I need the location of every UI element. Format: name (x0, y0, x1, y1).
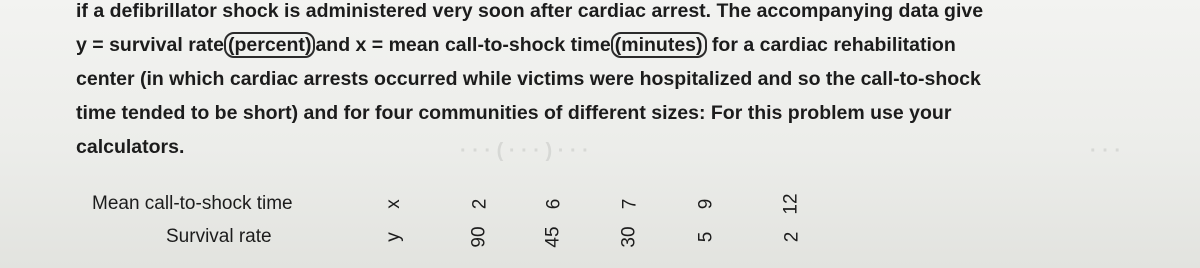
value-y-1: 90 (468, 226, 490, 248)
problem-text (76, 0, 1196, 164)
bleed-through-marks: · · · ( · · · ) · · · (460, 140, 589, 162)
row-symbol-y (364, 222, 424, 252)
symbol-x: x (383, 199, 404, 209)
text-line-1: if a defibrillator shock is administered very soon after cardiac arrest. The accompanying data give (76, 0, 984, 22)
row-label-y: Survival rate (166, 226, 272, 247)
cell-y-3 (600, 222, 660, 252)
cell-y-2 (524, 222, 584, 252)
cell-x-4 (676, 189, 736, 219)
circled-word-minutes: (minutes) (611, 32, 707, 58)
value-y-3: 30 (618, 226, 640, 248)
row-label-x: Mean call-to-shock time (92, 193, 293, 214)
cell-y-1 (450, 222, 510, 252)
minutes-word: minutes (621, 34, 697, 56)
circled-word-percent: (percent) (224, 32, 315, 58)
cell-x-1 (450, 189, 510, 219)
text-line-3: center (in which cardiac arrests occurred while victims were hospitalized and so the call-to-shock (76, 68, 981, 90)
table-row-y (0, 222, 1200, 252)
value-y-5: 2 (780, 231, 802, 243)
percent-word: percent (234, 34, 305, 56)
cell-x-2 (524, 189, 584, 219)
cell-y-4 (676, 222, 736, 252)
bleed-through-marks-2: · · · (1090, 140, 1122, 162)
value-x-1: 2 (468, 198, 490, 210)
value-x-2: 6 (542, 198, 564, 210)
cell-x-5 (762, 189, 822, 219)
text-line-2-part-1: y = survival rate (76, 34, 224, 56)
value-x-5: 12 (780, 193, 802, 215)
text-line-4: time tended to be short) and for four communities of different sizes: For this problem use your (76, 102, 952, 124)
table-row-x (0, 189, 1200, 219)
value-x-4: 9 (694, 198, 716, 210)
value-x-3: 7 (618, 198, 640, 210)
value-y-4: 5 (694, 231, 716, 243)
text-line-2-part-3: and x = mean call-to-shock time (315, 34, 611, 56)
cell-x-3 (600, 189, 660, 219)
text-line-2-part-5: for a cardiac rehabilitation (706, 34, 956, 56)
text-line-2 (76, 28, 1196, 62)
text-line-5: calculators. (76, 136, 185, 158)
symbol-y: y (383, 232, 404, 242)
value-y-2: 45 (542, 226, 564, 248)
cell-y-5 (762, 222, 822, 252)
row-symbol-x (364, 189, 424, 219)
